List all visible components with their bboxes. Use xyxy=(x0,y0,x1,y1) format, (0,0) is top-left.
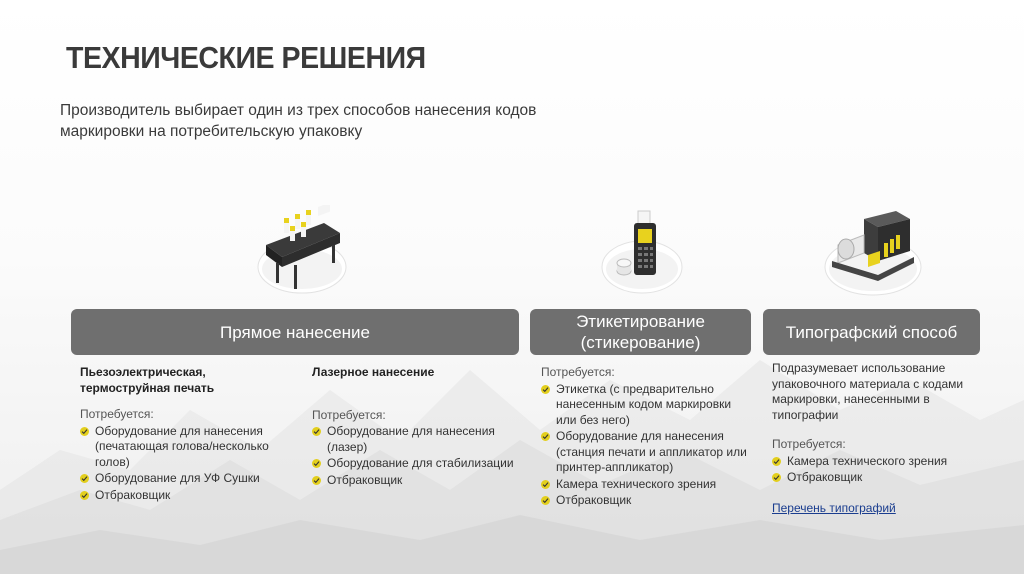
laser-needs-label: Потребуется: xyxy=(312,407,386,422)
list-item: Отбраковщик xyxy=(80,488,295,504)
labeling-column xyxy=(541,365,751,510)
list-item: Оборудование для УФ Сушки xyxy=(80,471,295,487)
labeling-needs-label: Потребуется: xyxy=(541,365,615,379)
page-subtitle: Производитель выбирает один из трех способов нанесения кодов маркировки на потребительскую упаковку xyxy=(60,102,537,140)
check-bullet-icon xyxy=(80,427,89,436)
labeling-requirements xyxy=(541,382,751,509)
direct-application-header xyxy=(71,309,519,355)
labeling-label-line1: Этикетирование xyxy=(576,312,705,331)
typography-label: Типографский способ xyxy=(785,322,958,342)
inkjet-requirements xyxy=(80,424,295,504)
typography-column xyxy=(772,361,982,516)
list-item: Отбраковщик xyxy=(772,470,982,486)
printing-press-icon xyxy=(818,205,928,300)
check-bullet-icon xyxy=(772,473,781,482)
direct-application-label: Прямое нанесение xyxy=(220,322,370,342)
list-item: Оборудование для стабилизации xyxy=(312,456,517,472)
check-bullet-icon xyxy=(541,432,550,441)
list-item: Оборудование для нанесения (лазер) xyxy=(312,424,517,455)
check-bullet-icon xyxy=(312,476,321,485)
check-bullet-icon xyxy=(541,385,550,394)
label-printer-icon xyxy=(598,205,688,300)
typography-requirements xyxy=(772,454,982,486)
printing-houses-link[interactable]: Перечень типографий xyxy=(772,500,896,515)
inkjet-column xyxy=(80,365,295,504)
laser-requirements xyxy=(312,424,517,488)
check-bullet-icon xyxy=(312,459,321,468)
check-bullet-icon xyxy=(541,480,550,489)
laser-title: Лазерное нанесение xyxy=(312,365,435,379)
list-item: Этикетка (с предварительно нанесенным кодом маркировки или без него) xyxy=(541,382,751,429)
laser-column xyxy=(312,365,517,489)
list-item: Оборудование для нанесения (печатающая голова/несколько голов) xyxy=(80,424,295,471)
list-item: Отбраковщик xyxy=(312,473,517,489)
check-bullet-icon xyxy=(312,427,321,436)
printhead-icon xyxy=(252,205,352,300)
page-title: ТЕХНИЧЕСКИЕ РЕШЕНИЯ xyxy=(66,40,426,75)
list-item: Оборудование для нанесения (станция печати и аппликатор или принтер-аппликатор) xyxy=(541,429,751,476)
list-item: Отбраковщик xyxy=(541,493,751,509)
list-item: Камера технического зрения xyxy=(541,477,751,493)
check-bullet-icon xyxy=(772,457,781,466)
inkjet-title: Пьезоэлектрическая, термоструйная печать xyxy=(80,365,215,395)
list-item: Камера технического зрения xyxy=(772,454,982,470)
check-bullet-icon xyxy=(541,496,550,505)
typography-description: Подразумевает использование упаковочного материала с кодами маркировки, нанесенными в типографии xyxy=(772,361,964,422)
check-bullet-icon xyxy=(80,474,89,483)
typography-header xyxy=(763,309,980,355)
check-bullet-icon xyxy=(80,491,89,500)
typography-needs-label: Потребуется: xyxy=(772,437,846,451)
labeling-label-line2: (стикерование) xyxy=(580,333,701,352)
labeling-header xyxy=(530,309,751,355)
inkjet-needs-label: Потребуется: xyxy=(80,407,154,421)
